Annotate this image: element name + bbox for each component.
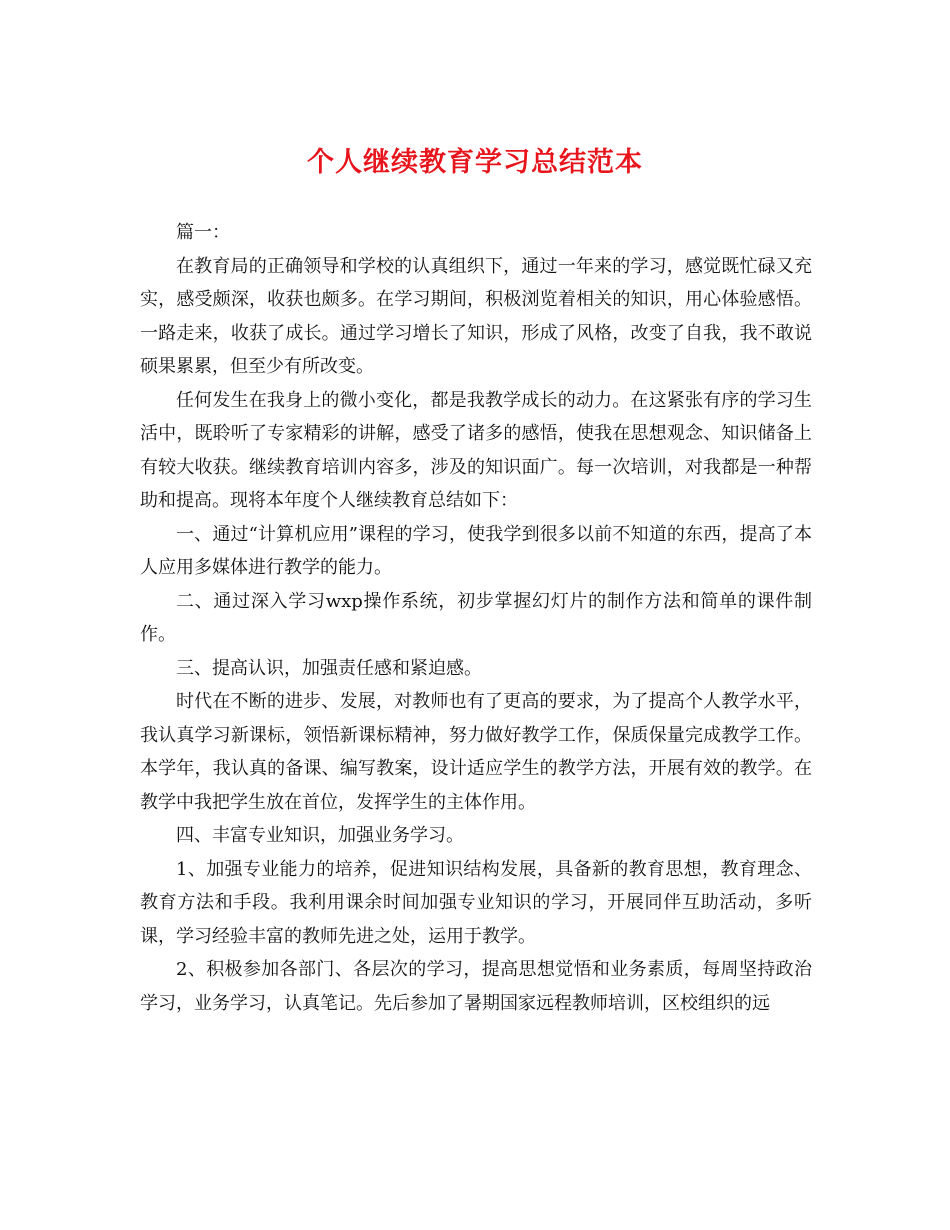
paragraph: 在教育局的正确领导和学校的认真组织下，通过一年来的学习，感觉既忙碌又充实，感受颇深，收获也颇多。在学习期间，积极浏览着相关的知识，用心体验感悟。一路走来，收获了成长。通过学习增长了知识，形成了风格，改变了自我，我不敢说硕果累累，但至少有所改变。 <box>140 255 812 377</box>
paragraph: 时代在不断的进步、发展，对教师也有了更高的要求，为了提高个人教学水平，我认真学习新课标，领悟新课标精神，努力做好教学工作，保质保量完成教学工作。本学年，我认真的备课、编写教案，设计适应学生的教学方法，开展有效的教学。在教学中我把学生放在首位，发挥学生的主体作用。 <box>140 691 812 813</box>
paragraph: 四、丰富专业知识，加强业务学习。 <box>176 825 464 846</box>
paragraph: 二、通过深入学习wxp操作系统，初步掌握幻灯片的制作方法和简单的课件制作。 <box>140 590 812 645</box>
document-body <box>140 216 812 1020</box>
paragraph: 1、加强专业能力的培养，促进知识结构发展，具备新的教育思想，教育理念、教育方法和手段。我利用课余时间加强专业知识的学习，开展同伴互助活动，多听课，学习经验丰富的教师先进之处，运用于教学。 <box>140 858 812 947</box>
paragraph: 三、提高认识，加强责任感和紧迫感。 <box>176 657 482 679</box>
paragraph: 任何发生在我身上的微小变化，都是我教学成长的动力。在这紧张有序的学习生活中，既聆听了专家精彩的讲解，感受了诸多的感悟，使我在思想观念、知识储备上有较大收获。继续教育培训内容多，涉及的知识面广。每一次培训，对我都是一种帮助和提高。现将本年度个人继续教育总结如下： <box>140 389 812 511</box>
document-title: 个人继续教育学习总结范本 <box>307 147 643 178</box>
paragraph: 一、通过“计算机应用”课程的学习，使我学到很多以前不知道的东西，提高了本人应用多媒体进行教学的能力。 <box>140 523 812 578</box>
paragraph: 2、积极参加各部门、各层次的学习，提高思想觉悟和业务素质，每周坚持政治学习，业务学习，认真笔记。先后参加了暑期国家远程教师培训，区校组织的远 <box>140 959 812 1014</box>
paragraph-heading-part-one: 篇一： <box>176 222 230 243</box>
